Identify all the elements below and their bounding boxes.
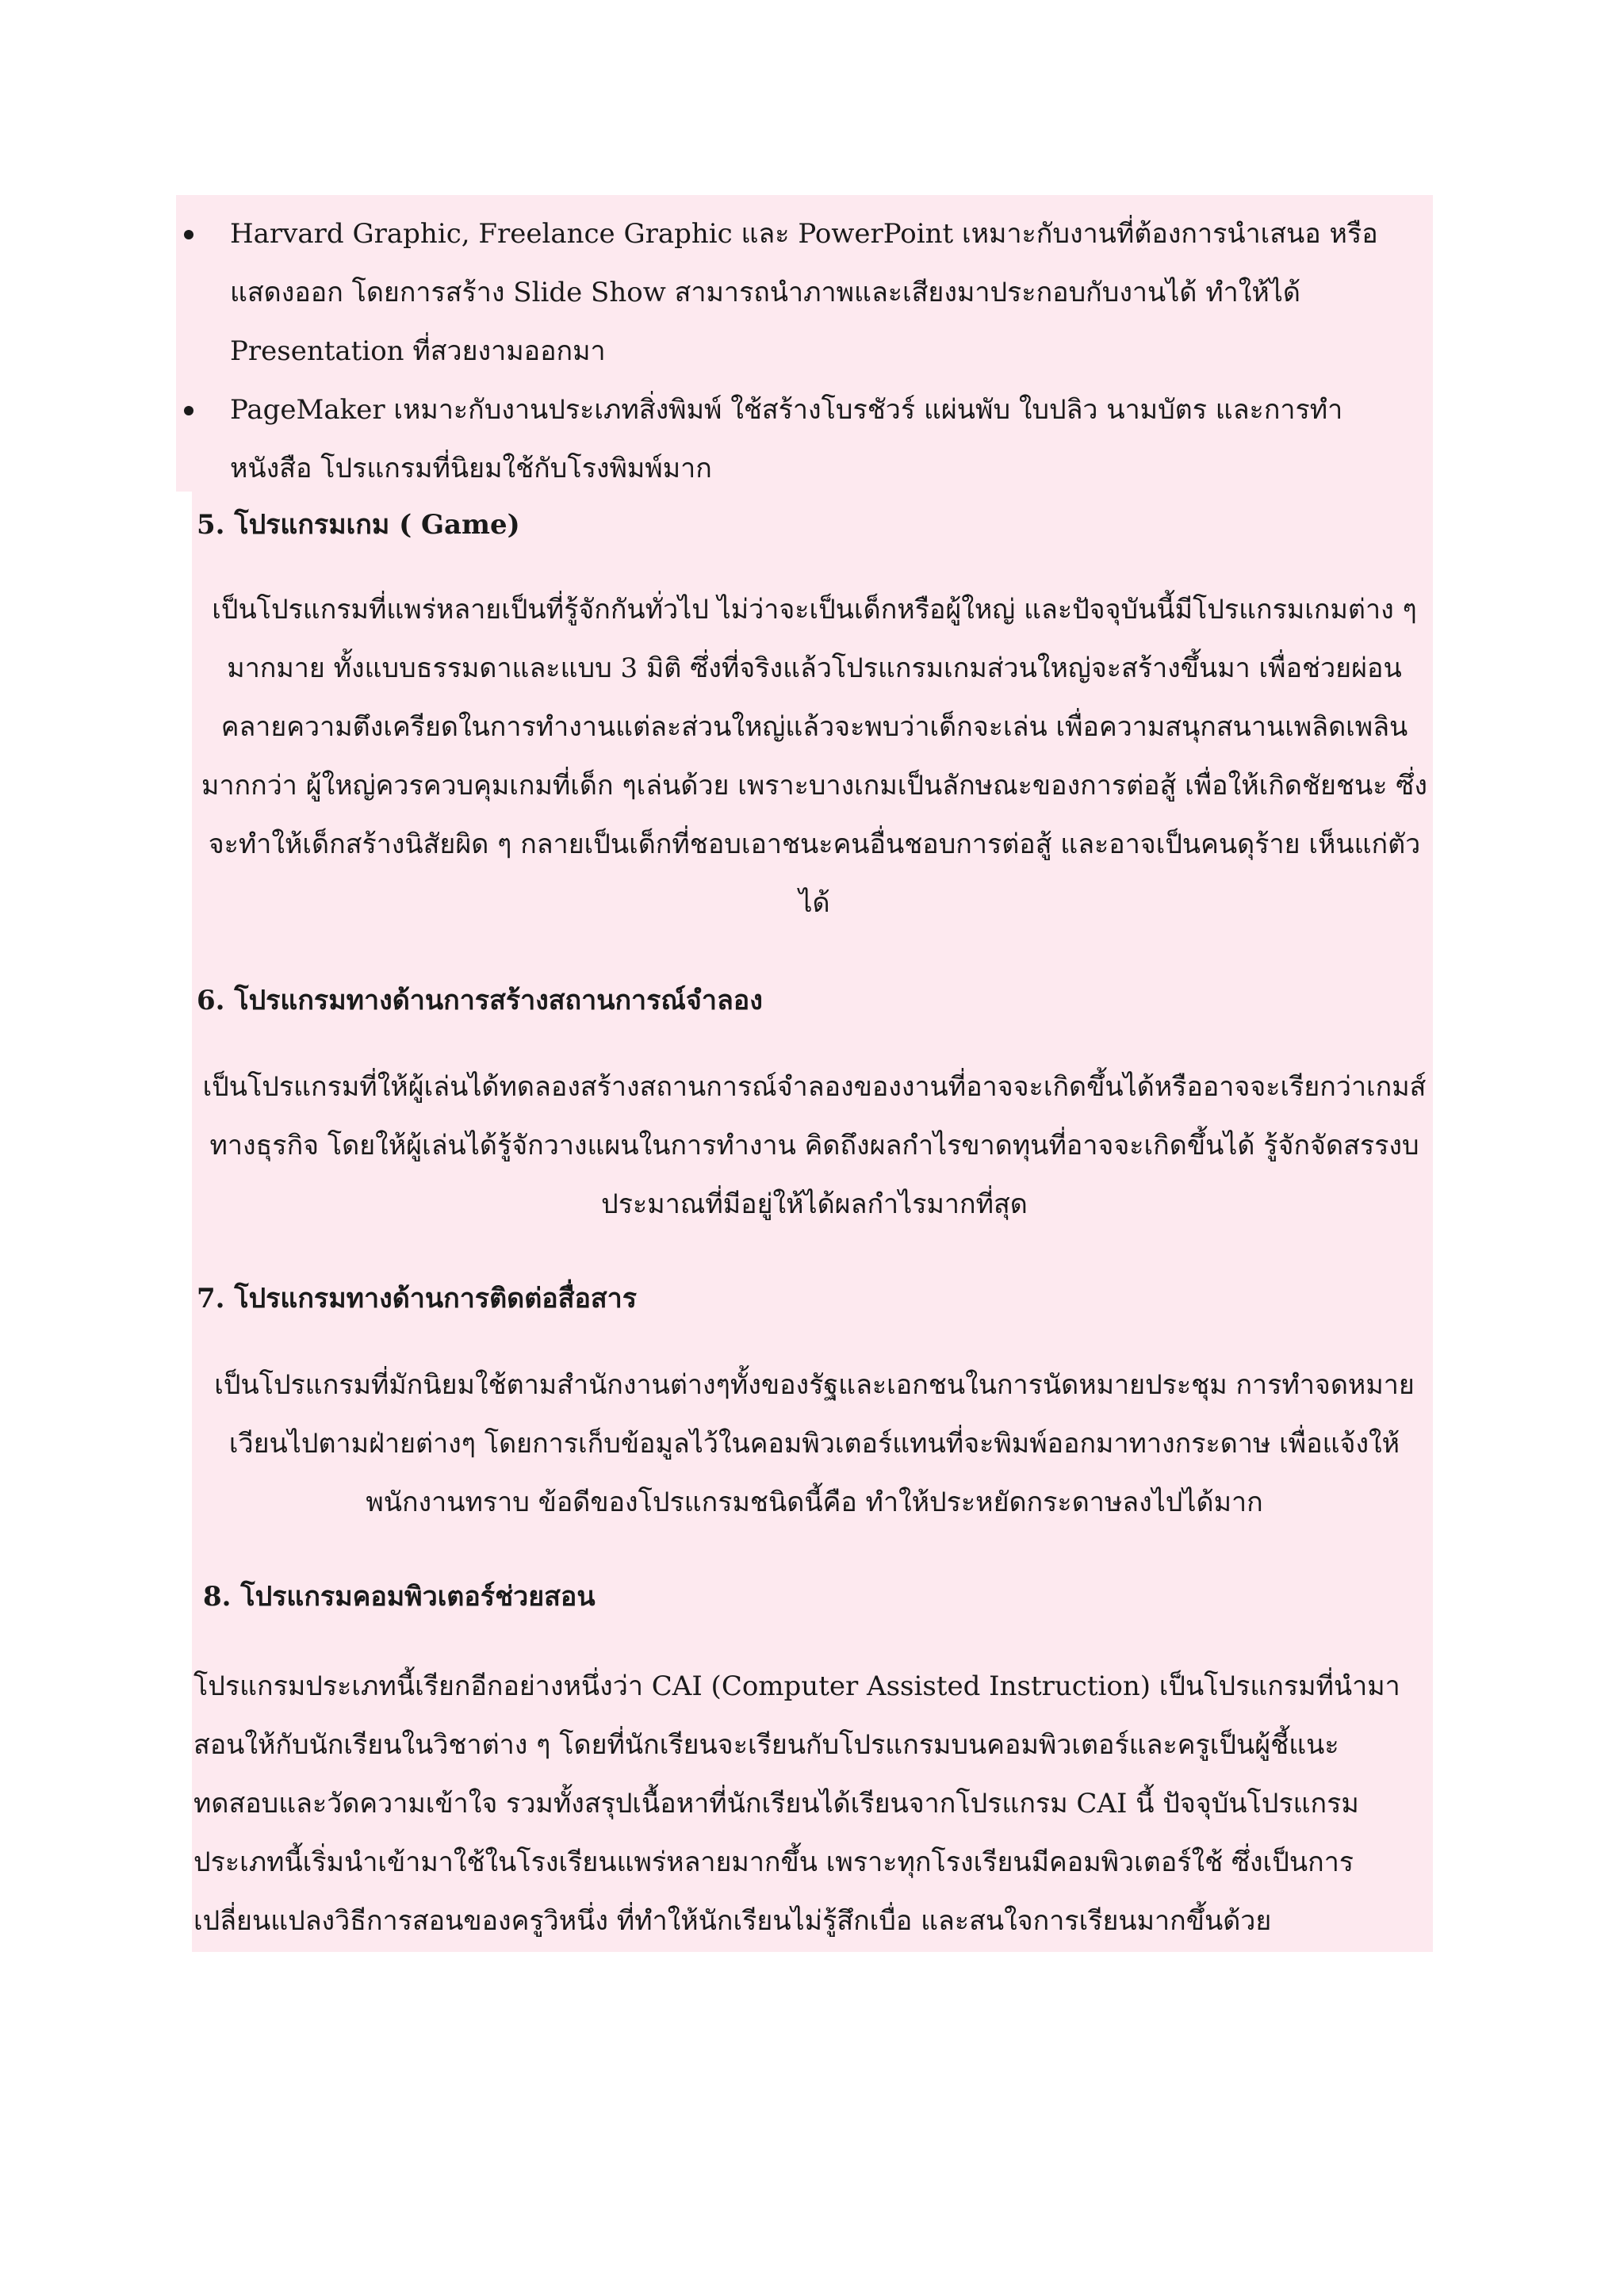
bullet-dot-icon (184, 406, 193, 415)
section-heading-8: 8. โปรแกรมคอมพิวเตอร์ช่วยสอน (203, 1581, 596, 1613)
bullet-item (176, 381, 1433, 498)
bullet-text: Harvard Graphic, Freelance Graphic และ PowerPoint เหมาะกับงานที่ต้องการนำเสนอ หรือแสดงออก โดยการสร้าง Slide Show สามารถนำภาพและเสียงมาประกอบกับงานได้ ทำให้ได้ Presentation ที่สวยงามออกมา (230, 218, 1378, 367)
section-body-7: เป็นโปรแกรมที่มักนิยมใช้ตามสำนักงานต่างๆทั้งของรัฐและเอกชนในการนัดหมายประชุม การทำจดหมายเวียนไปตามฝ่ายต่างๆ โดยการเก็บข้อมูลไว้ในคอมพิวเตอร์แทนที่จะพิมพ์ออกมาทางกระดาษ เพื่อแจ้งให้พนักงานทราบ ข้อดีของโปรแกรมชนิดนี้คือ ทำให้ประหยัดกระดาษลงไปได้มาก (214, 1369, 1415, 1518)
bullet-text: PageMaker เหมาะกับงานประเภทสิ่งพิมพ์ ใช้สร้างโบรชัวร์ แผ่นพับ ใบปลิว นามบัตร และการทำหนังสือ โปรแกรมที่นิยมใช้กับโรงพิมพ์มาก (230, 394, 1343, 484)
section-heading-5: 5. โปรแกรมเกม ( Game) (197, 509, 520, 541)
section-body-6: เป็นโปรแกรมที่ให้ผู้เล่นได้ทดลองสร้างสถานการณ์จำลองของงานที่อาจจะเกิดขึ้นได้หรืออาจจะเรียกว่าเกมส์ทางธุรกิจ โดยให้ผู้เล่นได้รู้จักวางแผนในการทำงาน คิดถึงผลกำไรขาดทุนที่อาจจะเกิดขึ้นได้ รู้จักจัดสรรงบประมาณที่มีอยู่ให้ได้ผลกำไรมากที่สุด (202, 1071, 1427, 1220)
section-body-8: โปรแกรมประเภทนี้เรียกอีกอย่างหนึ่งว่า CAI (Computer Assisted Instruction) เป็นโปรแกรมที่นำมาสอนให้กับนักเรียนในวิชาต่าง ๆ โดยที่นักเรียนจะเรียนกับโปรแกรมบนคอมพิวเตอร์และครูเป็นผู้ชี้แนะ ทดสอบและวัดความเข้าใจ รวมทั้งสรุปเนื้อหาที่นักเรียนได้เรียนจากโปรแกรม CAI นี้ ปัจจุบันโปรแกรมประเภทนี้เริ่มนำเข้ามาใช้ในโรงเรียนแพร่หลายมากขึ้น เพราะทุกโรงเรียนมีคอมพิวเตอร์ใช้ ซึ่งเป็นการเปลี่ยนแปลงวิธีการสอนของครูวิหนึ่ง ที่ทำให้นักเรียนไม่รู้สึกเบื่อ และสนใจการเรียนมากขึ้นด้วย (193, 1670, 1400, 1937)
section-heading-6: 6. โปรแกรมทางด้านการสร้างสถานการณ์จำลอง (197, 985, 763, 1016)
bullet-dot-icon (184, 230, 193, 239)
bullet-item (176, 205, 1433, 381)
bullet-list (176, 205, 1433, 498)
section-heading-7: 7. โปรแกรมทางด้านการติดต่อสื่อสาร (197, 1283, 638, 1314)
section-body-5: เป็นโปรแกรมที่แพร่หลายเป็นที่รู้จักกันทั่วไป ไม่ว่าจะเป็นเด็กหรือผู้ใหญ่ และปัจจุบันนี้มีโปรแกรมเกมต่าง ๆ มากมาย ทั้งแบบธรรมดาและแบบ 3 มิติ ซึ่งที่จริงแล้วโปรแกรมเกมส่วนใหญ่จะสร้างขึ้นมา เพื่อช่วยผ่อนคลายความตึงเครียดในการทำงานแต่ละส่วนใหญ่แล้วจะพบว่าเด็กจะเล่น เพื่อความสนุกสนานเพลิดเพลินมากกว่า ผู้ใหญ่ควรควบคุมเกมที่เด็ก ๆเล่นด้วย เพราะบางเกมเป็นลักษณะของการต่อสู้ เพื่อให้เกิดชัยชนะ ซึ่งจะทำให้เด็กสร้างนิสัยผิด ๆ กลายเป็นเด็กที่ชอบเอาชนะคนอื่นชอบการต่อสู้ และอาจเป็นคนดุร้าย เห็นแก่ตัวได้ (201, 594, 1427, 919)
